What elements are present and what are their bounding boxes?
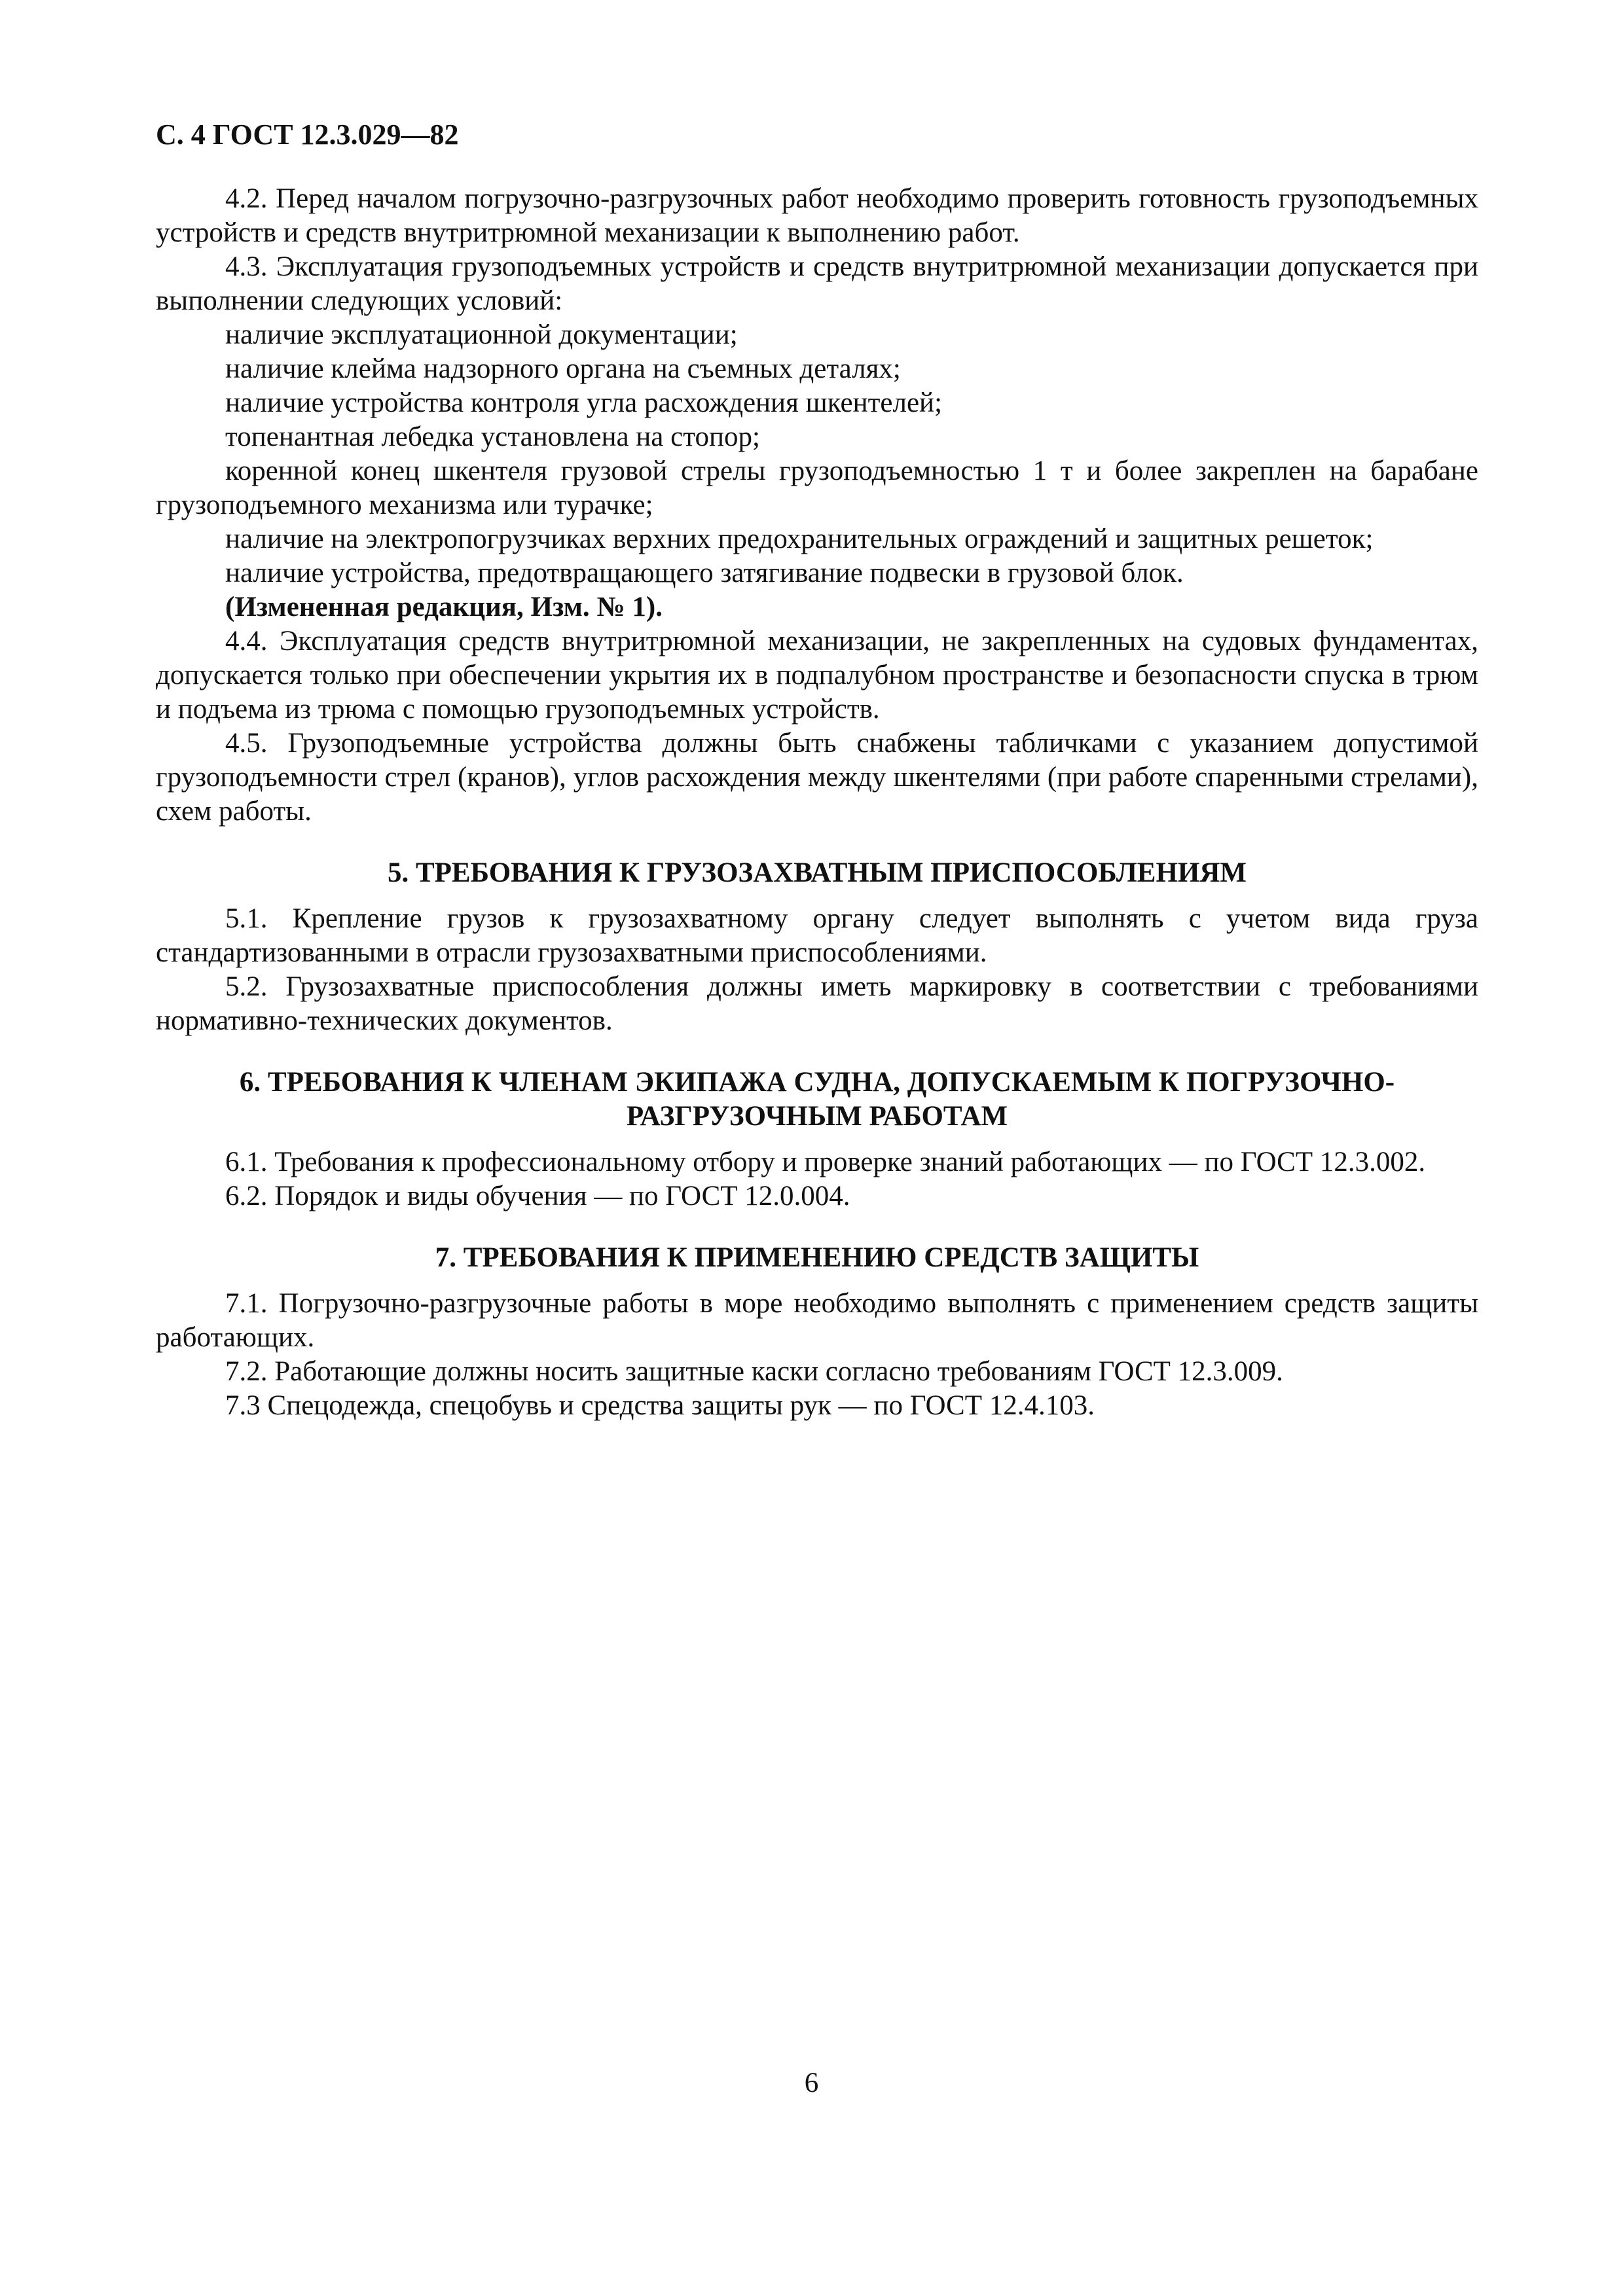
paragraph-7-2: 7.2. Работающие должны носить защитные каски согласно требованиям ГОСТ 12.3.009. <box>225 1356 1283 1387</box>
section-4 <box>156 182 1478 829</box>
paragraph-5-2: 5.2. Грузозахватные приспособления должны иметь маркировку в соответствии с требованиями нормативно-технических документов. <box>156 971 1478 1036</box>
section-7-heading: 7. ТРЕБОВАНИЯ К ПРИМЕНЕНИЮ СРЕДСТВ ЗАЩИТЫ <box>435 1242 1199 1273</box>
condition-item: наличие устройства, предотвращающего затягивание подвески в грузовой блок. <box>225 558 1184 588</box>
document-page <box>156 118 1478 1423</box>
condition-item: наличие устройства контроля угла расхождения шкентелей; <box>225 387 943 418</box>
section-6-heading-line-1: 6. ТРЕБОВАНИЯ К ЧЛЕНАМ ЭКИПАЖА СУДНА, ДОПУСКАЕМЫМ К ПОГРУЗОЧНО- <box>239 1067 1395 1098</box>
condition-item: наличие клейма надзорного органа на съемных деталях; <box>225 353 901 384</box>
section-7 <box>156 1241 1478 1423</box>
condition-item: коренной конец шкентеля грузовой стрелы грузоподъемностью 1 т и более закреплен на барабане грузоподъемного механизма или турачке; <box>156 456 1478 520</box>
section-5-heading: 5. ТРЕБОВАНИЯ К ГРУЗОЗАХВАТНЫМ ПРИСПОСОБЛЕНИЯМ <box>387 857 1247 888</box>
condition-item: топенантная лебедка установлена на стопор; <box>225 422 760 452</box>
page-number: 6 <box>804 2068 819 2098</box>
paragraph-5-1: 5.1. Крепление грузов к грузозахватному органу следует выполнять с учетом вида груза стандартизованными в отрасли грузозахватными приспособлениями. <box>156 903 1478 968</box>
paragraph-4-5: 4.5. Грузоподъемные устройства должны быть снабжены табличками с указанием допустимой грузоподъемности стрел (кранов), углов расхождения между шкентелями (при работе спаренными стрелами), схем работы. <box>156 728 1478 827</box>
amendment-note: (Измененная редакция, Изм. № 1). <box>225 592 663 622</box>
paragraph-4-4: 4.4. Эксплуатация средств внутритрюмной механизации, не закрепленных на судовых фундаментах, допускается только при обеспечении укрытия их в подпалубном пространстве и безопасности спуска в трюм и подъема из трюма с помощью грузоподъемных устройств. <box>156 626 1478 725</box>
paragraph-6-2: 6.2. Порядок и виды обучения — по ГОСТ 12.0.004. <box>225 1181 850 1211</box>
condition-item: наличие на электропогрузчиках верхних предохранительных ограждений и защитных решеток; <box>225 524 1374 554</box>
paragraph-7-3: 7.3 Спецодежда, спецобувь и средства защиты рук — по ГОСТ 12.4.103. <box>225 1390 1095 1421</box>
condition-item: наличие эксплуатационной документации; <box>225 319 738 350</box>
section-6-heading <box>156 1066 1478 1134</box>
paragraph-4-2: 4.2. Перед началом погрузочно-разгрузочных работ необходимо проверить готовность грузоподъемных устройств и средств внутритрюмной механизации к выполнению работ. <box>156 183 1478 248</box>
running-head: С. 4 ГОСТ 12.3.029—82 <box>156 118 459 151</box>
paragraph-7-1: 7.1. Погрузочно-разгрузочные работы в море необходимо выполнять с применением средств защиты работающих. <box>156 1288 1478 1353</box>
section-6 <box>156 1066 1478 1213</box>
section-5 <box>156 856 1478 1038</box>
section-6-heading-line-2: РАЗГРУЗОЧНЫМ РАБОТАМ <box>626 1101 1008 1132</box>
paragraph-6-1: 6.1. Требования к профессиональному отбору и проверке знаний работающих — по ГОСТ 12.3.002. <box>225 1147 1426 1177</box>
paragraph-4-3: 4.3. Эксплуатация грузоподъемных устройств и средств внутритрюмной механизации допускается при выполнении следующих условий: <box>156 251 1478 316</box>
